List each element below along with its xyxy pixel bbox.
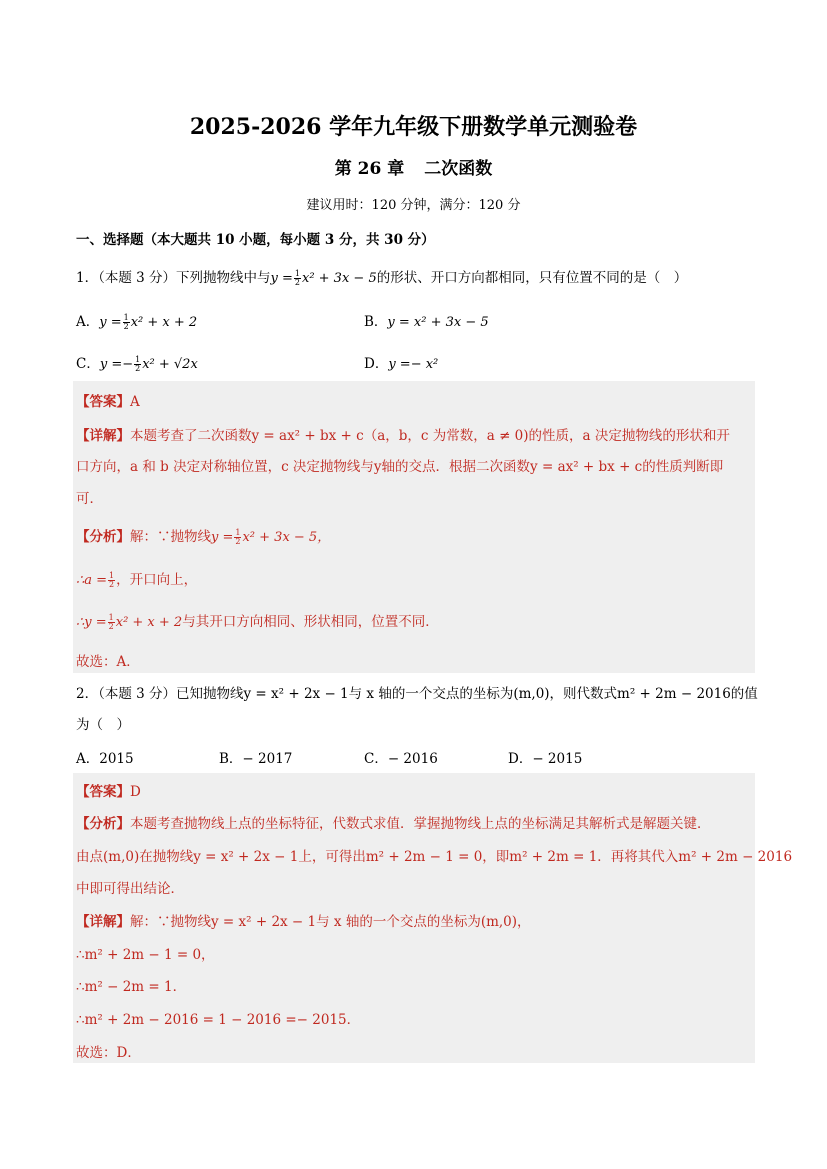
q1-detail-line-3: 可． <box>76 491 103 507</box>
q1-detail-line-1: 【详解】本题考查了二次函数y = ax² + bx + c（a，b，c 为常数，a ≠ 0)的性质，a 决定抛物线的形状和开 <box>76 428 730 444</box>
q2-stem-line-1: 2．（本题 3 分）已知抛物线y = x² + 2x − 1与 x 轴的一个交点的坐标为(m,0)，则代数式m² + 2m − 2016的值 <box>76 686 758 702</box>
q2-detail-line-4: ∴m² + 2m − 2016 = 1 − 2016 =− 2015． <box>76 1012 361 1028</box>
chapter-title <box>0 154 827 179</box>
q2-analysis-line-3: 中即可得出结论． <box>76 881 184 897</box>
q1-choice: 故选：A． <box>76 654 140 670</box>
q1-option-a: A．y = $\frac{1}{2}$ x² + x + 2 <box>76 313 198 331</box>
q2-option-d: D．− 2015 <box>508 751 583 767</box>
q1-stem: 1．（本题 3 分）下列抛物线中与y = $\frac{1}{2}$ x² + 3x − 5的形状、开口方向都相同，只有位置不同的是（ ） <box>76 269 688 287</box>
q2-analysis-line-2: 由点(m,0)在抛物线y = x² + 2x − 1上，可得出m² + 2m − 1 = 0，即m² + 2m = 1．再将其代入m² + 2m − 2016 <box>76 849 793 865</box>
q2-option-b: B．− 2017 <box>219 751 293 767</box>
q1-answer: 【答案】A <box>76 394 140 410</box>
chapter-name: 二次函数 <box>424 159 493 179</box>
section-heading: 一、选择题（本大题共 10 小题，每小题 3 分，共 30 分） <box>76 232 435 248</box>
q2-option-a: A．2015 <box>76 751 134 767</box>
q1-detail-line-2: 口方向，a 和 b 决定对称轴位置，c 决定抛物线与y轴的交点．根据二次函数y = ax² + bx + c的性质判断即 <box>76 459 724 475</box>
q2-detail-line-2: ∴m² + 2m − 1 = 0， <box>76 947 215 963</box>
exam-meta: 建议用时：120 分钟，满分：120 分 <box>306 198 521 213</box>
q2-option-c: C．− 2016 <box>364 751 438 767</box>
q1-analysis-line-3: ∴y = $\frac{1}{2}$ x² + x + 2与其开口方向相同、形状相同，位置不同． <box>76 613 439 631</box>
q2-detail-line-1: 【详解】解：∵抛物线y = x² + 2x − 1与 x 轴的一个交点的坐标为(m,0)， <box>76 914 531 930</box>
q2-analysis-line-1: 【分析】本题考查抛物线上点的坐标特征，代数式求值．掌握抛物线上点的坐标满足其解析式是解题关键． <box>76 816 711 832</box>
q1-option-c: C．y =− $\frac{1}{2}$ x² + √2x <box>76 355 198 373</box>
q1-analysis-line-1: 【分析】解：∵抛物线y = $\frac{1}{2}$ x² + 3x − 5， <box>76 528 331 546</box>
q1-option-d: D．y =− x² <box>364 356 439 372</box>
q1-analysis-line-2: ∴a = $\frac{1}{2}$ ，开口向上， <box>76 571 198 589</box>
q2-answer: 【答案】D <box>76 784 141 800</box>
document-title: 2025-2026 学年九年级下册数学单元测验卷 <box>189 114 638 140</box>
q2-choice: 故选：D． <box>76 1045 141 1061</box>
q2-stem-line-2: 为（ ） <box>76 717 130 733</box>
q1-option-b: B．y = x² + 3x − 5 <box>364 314 489 330</box>
q2-detail-line-3: ∴m² − 2m = 1． <box>76 979 187 995</box>
chapter-number: 第 26 章 <box>334 159 405 179</box>
